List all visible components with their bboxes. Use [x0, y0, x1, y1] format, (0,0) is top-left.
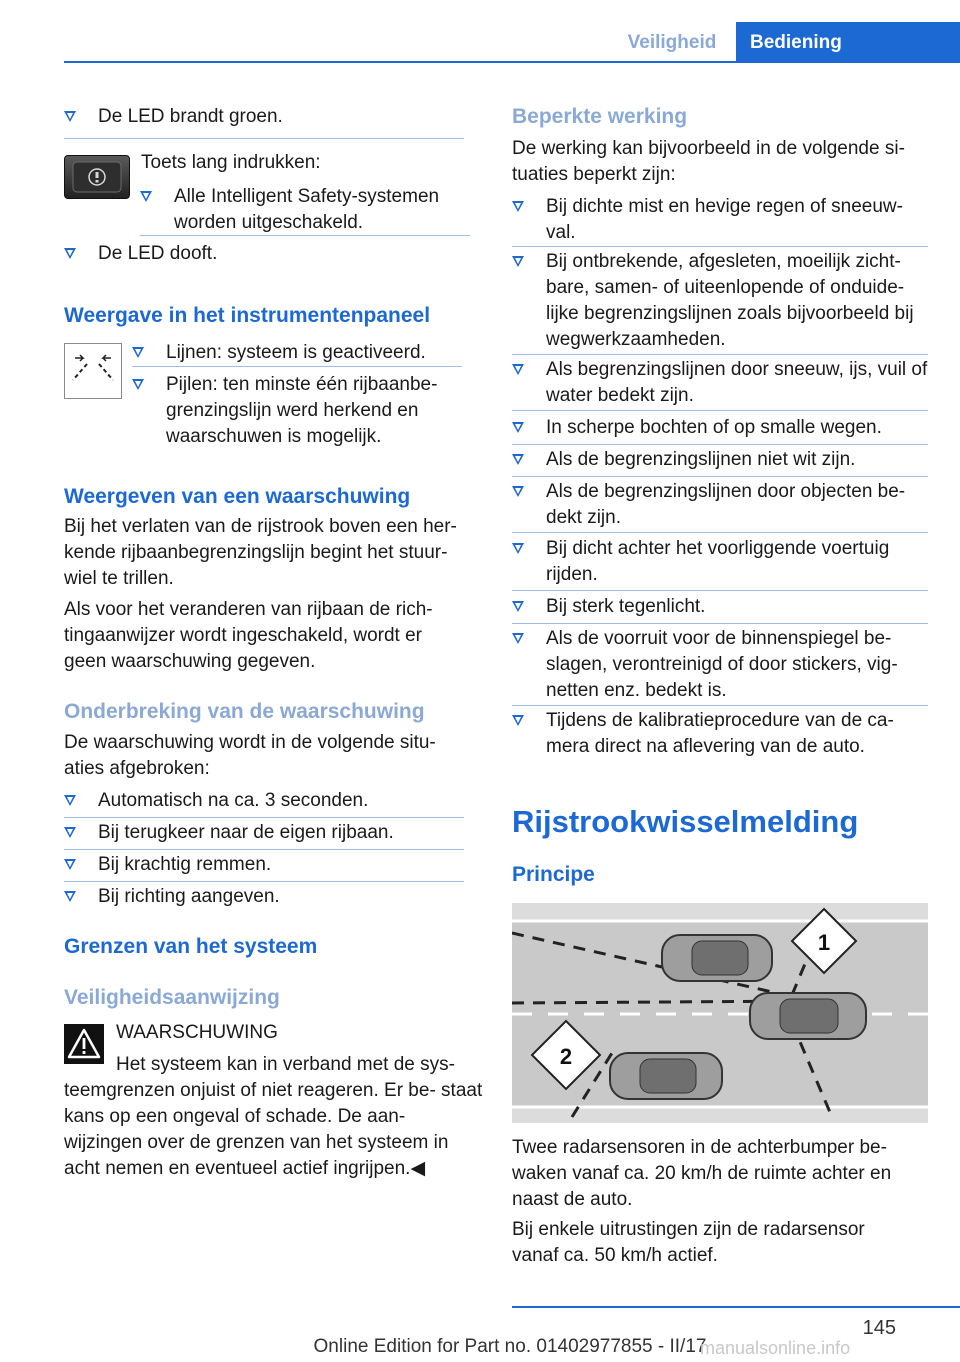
car-top-icon [662, 935, 772, 981]
bullet-triangle-icon [64, 827, 76, 838]
sub-heading: Beperkte werking [512, 105, 688, 128]
list-item [64, 241, 498, 267]
paragraph: De werking kan bijvoorbeeld in de volgende si- tuaties beperkt zijn: [512, 138, 905, 185]
divider [64, 817, 464, 818]
bullet-triangle-icon [64, 859, 76, 870]
warning-text: Het systeem kan in verband met de sys- teemgrenzen onjuist of niet reageren. Er be- staat kans op een ongeval of schade. De aan- wijzingen over de grenzen van het systeem in acht nemen en eventueel actief ingrijpen.◀ [64, 1054, 483, 1179]
list-item-text: Als de voorruit voor de binnenspiegel be- slagen, verontreinigd of door stickers, vig- netten enz. bedekt is. [546, 628, 898, 701]
sub-heading: Onderbreking van de waarschuwing [64, 700, 425, 723]
car-bottom-icon [610, 1053, 722, 1099]
bullet-triangle-icon [512, 422, 524, 433]
list-item [512, 249, 930, 353]
footer-rule [512, 1306, 960, 1308]
list-item [512, 594, 930, 620]
bullet-triangle-icon [512, 715, 524, 726]
list-item [64, 104, 498, 130]
bullet-triangle-icon [512, 256, 524, 267]
paragraph: Als voor het veranderen van rijbaan de rich- tingaanwijzer wordt ingeschakeld, wordt er geen waarschuwing gegeven. [64, 599, 433, 672]
bullet-triangle-icon [512, 601, 524, 612]
lane-change-illustration [512, 903, 928, 1123]
divider [64, 138, 464, 139]
divider [512, 705, 928, 706]
paragraph: Bij het verlaten van de rijstrook boven een her- kende rijbaanbegrenzingslijn begint het stuur- wiel te trillen. [64, 516, 457, 589]
svg-text:2: 2 [559, 1044, 573, 1069]
warning-title: WAARSCHUWING [116, 1022, 278, 1043]
list-item-text: De LED dooft. [98, 243, 218, 264]
section-heading: Weergave in het instrumentenpaneel [64, 304, 431, 327]
list-item [512, 479, 930, 531]
bullet-triangle-icon [132, 379, 144, 390]
divider [512, 590, 928, 591]
svg-text:1: 1 [817, 930, 831, 955]
divider [64, 849, 464, 850]
section-heading: Grenzen van het systeem [64, 935, 318, 958]
bullet-triangle-icon [512, 486, 524, 497]
divider [512, 444, 928, 445]
divider [512, 532, 928, 533]
bullet-triangle-icon [512, 454, 524, 465]
page-number: 145 [862, 1317, 896, 1339]
car-middle-icon [750, 993, 866, 1039]
list-item [512, 536, 930, 588]
list-item [512, 357, 930, 409]
list-item [512, 708, 930, 760]
header-rule [64, 61, 960, 63]
list-item-text: De LED brandt groen. [98, 106, 283, 127]
tab-veiligheid[interactable]: Veiligheid [627, 32, 717, 53]
list-item-text: Lijnen: systeem is geactiveerd. [166, 342, 426, 363]
list-item [64, 820, 498, 846]
bullet-triangle-icon [512, 364, 524, 375]
divider [140, 235, 470, 236]
list-item-text: Alle Intelligent Safety-systemen worden uitgeschakeld. [174, 186, 440, 233]
list-item-text: Bij dichte mist en hevige regen of sneeuw- val. [546, 196, 903, 243]
paragraph: Bij enkele uitrustingen zijn de radarsensor vanaf ca. 50 km/h actief. [512, 1219, 865, 1266]
bullet-triangle-icon [64, 111, 76, 122]
bullet-triangle-icon [512, 201, 524, 212]
paragraph: Twee radarsensoren in de achterbumper be- waken vanaf ca. 20 km/h de ruimte achter en naast de auto. [512, 1137, 892, 1210]
bullet-triangle-icon [512, 543, 524, 554]
bullet-triangle-icon [64, 248, 76, 259]
list-item-text: Bij sterk tegenlicht. [546, 596, 706, 617]
instruction-text: Toets lang indrukken: [141, 152, 321, 173]
list-item-text: Bij ontbrekende, afgesleten, moeilijk zicht- bare, samen- of uiteenlopende of onduide- lijke begrenzingslijnen zoals bijvoorbeeld bij wegwerkzaamheden. [546, 251, 914, 350]
list-item [512, 626, 930, 704]
list-item-text: Bij richting aangeven. [98, 886, 280, 907]
divider [512, 246, 928, 247]
list-item-text: Bij terugkeer naar de eigen rijbaan. [98, 822, 394, 843]
list-item-text: Bij dicht achter het voorliggende voertuig rijden. [546, 538, 890, 585]
bullet-triangle-icon [64, 795, 76, 806]
divider [512, 623, 928, 624]
list-item [132, 372, 486, 450]
list-item-text: Tijdens de kalibratieprocedure van de ca- mera direct na aflevering van de auto. [546, 710, 894, 757]
list-item [512, 415, 930, 441]
divider [132, 366, 462, 367]
section-heading: Weergeven van een waarschuwing [64, 485, 411, 508]
list-item-text: Automatisch na ca. 3 seconden. [98, 790, 369, 811]
edition-note: Online Edition for Part no. 01402977855 - II/17 [313, 1336, 707, 1357]
divider [512, 410, 928, 411]
section-heading: Principe [512, 863, 595, 886]
bullet-triangle-icon [64, 891, 76, 902]
list-item [140, 184, 504, 236]
divider [512, 476, 928, 477]
divider [512, 354, 928, 355]
list-item [64, 852, 498, 878]
bullet-triangle-icon [132, 347, 144, 358]
watermark: manualsonline.info [700, 1338, 851, 1358]
list-item-text: Als de begrenzingslijnen door objecten be- dekt zijn. [546, 481, 906, 528]
list-item-text: Als begrenzingslijnen door sneeuw, ijs, vuil of water bedekt zijn. [546, 359, 928, 406]
tab-bediening[interactable]: Bediening [736, 22, 960, 63]
sub-heading: Veiligheidsaanwijzing [64, 986, 280, 1009]
divider [64, 881, 464, 882]
paragraph: De waarschuwing wordt in de volgende situ- aties afgebroken: [64, 732, 436, 779]
bullet-triangle-icon [140, 191, 152, 202]
lane-lines-icon [64, 343, 122, 399]
list-item [512, 447, 930, 473]
list-item [64, 788, 498, 814]
list-item [132, 340, 496, 366]
list-item-text: Bij krachtig remmen. [98, 854, 272, 875]
list-item-text: Pijlen: ten minste één rijbaanbe- grenzingslijn werd herkend en waarschuwen is mogelijk. [166, 374, 438, 447]
list-item-text: Als de begrenzingslijnen niet wit zijn. [546, 449, 856, 470]
list-item-text: In scherpe bochten of op smalle wegen. [546, 417, 882, 438]
list-item [512, 194, 926, 246]
chapter-heading: Rijstrookwisselmelding [512, 804, 859, 839]
bullet-triangle-icon [512, 633, 524, 644]
list-item [64, 884, 498, 910]
safety-button-icon [64, 155, 130, 199]
